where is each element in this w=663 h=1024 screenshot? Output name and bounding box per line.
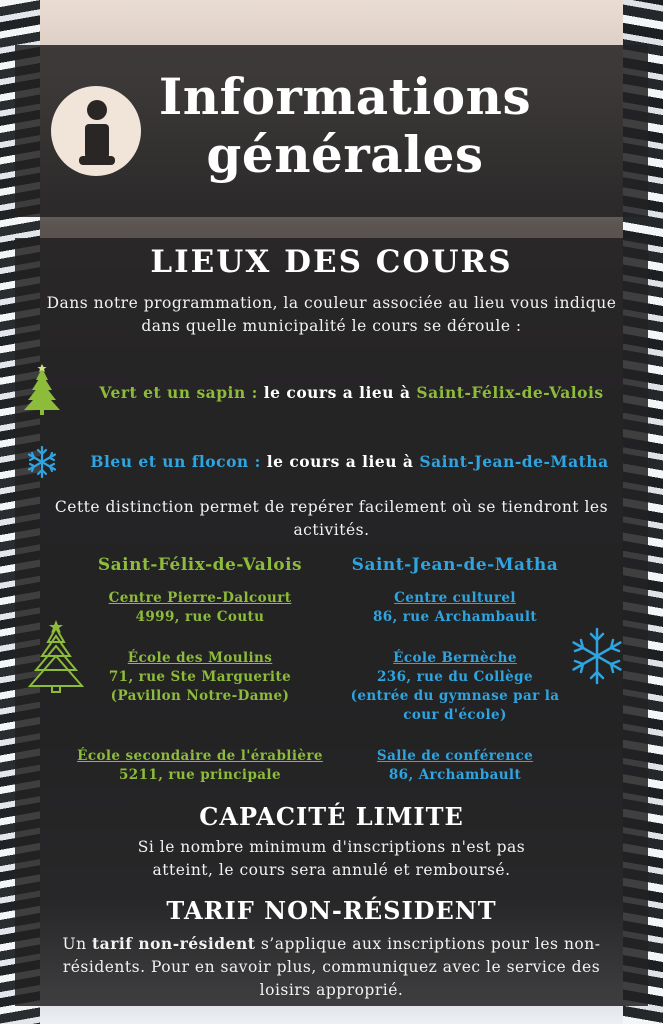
place-name[interactable]: École des Moulins — [127, 650, 273, 666]
place-address: 86, rue Archambault — [372, 609, 538, 625]
place-note: (Pavillon Notre-Dame) — [110, 688, 290, 704]
tarif-title: TARIF NON-RÉSIDENT — [166, 896, 497, 925]
place-address: 86, Archambault — [388, 767, 522, 783]
legend-green-place: Saint-Félix-de-Valois — [416, 383, 604, 402]
capacite-title: CAPACITÉ LIMITE — [199, 802, 464, 831]
legend-green — [15, 383, 648, 402]
place-centre-pierre-dalcourt — [70, 589, 330, 627]
title-line-2: générales — [206, 125, 484, 184]
lieux-intro: Dans notre programmation, la couleur associée au lieu vous indique dans quelle municipalité le cours se déroule : — [46, 294, 617, 335]
place-address: 4999, rue Coutu — [135, 609, 265, 625]
distinction-text: Cette distinction permet de repérer facilement où se tiendront les activités. — [54, 498, 609, 539]
place-ecole-des-moulins — [70, 649, 330, 706]
place-name[interactable]: Centre Pierre-Dalcourt — [108, 590, 292, 606]
place-name[interactable]: École secondaire de l'érablière — [77, 748, 323, 764]
title-line-1: Informations — [158, 67, 532, 126]
place-name[interactable]: Salle de conférence — [376, 748, 534, 764]
legend-blue-middle: le cours a lieu à — [260, 452, 420, 471]
place-centre-culturel — [335, 589, 575, 627]
place-name[interactable]: Centre culturel — [394, 590, 516, 606]
place-note: (entrée du gymnase par la — [350, 688, 560, 704]
column-title-matha: Saint-Jean-de-Matha — [351, 555, 559, 575]
tarif-text — [55, 932, 608, 1002]
place-address: 71, rue Ste Marguerite — [108, 669, 292, 685]
tarif-bold: tarif non-résident — [92, 934, 256, 953]
place-address: 236, rue du Collège — [377, 669, 533, 685]
capacite-text: Si le nombre minimum d'inscriptions n'est pas atteint, le cours sera annulé et remboursé. — [137, 838, 526, 879]
page-title — [155, 68, 535, 184]
lieux-title: LIEUX DES COURS — [150, 244, 513, 280]
snowflake-icon — [567, 626, 627, 686]
info-icon — [51, 86, 141, 176]
legend-blue-label: Bleu et un flocon : — [90, 452, 261, 471]
legend-blue — [15, 452, 648, 471]
place-ecole-berneche — [335, 649, 575, 725]
legend-green-label: Vert et un sapin : — [99, 383, 258, 402]
legend-blue-place: Saint-Jean-de-Matha — [419, 452, 609, 471]
place-ecole-secondaire — [70, 747, 330, 785]
place-address: 5211, rue principale — [119, 767, 281, 783]
place-salle-de-conference — [335, 747, 575, 785]
column-title-felix: Saint-Félix-de-Valois — [97, 555, 303, 575]
place-name[interactable]: École Bernèche — [393, 650, 517, 666]
legend-green-middle: le cours a lieu à — [257, 383, 417, 402]
place-note-2: cour d'école) — [403, 707, 507, 723]
tarif-prefix: Un — [62, 935, 92, 953]
tarif-rest: s’applique aux inscriptions pour les non-résidents. Pour en savoir plus, communiquez avec le service des loisirs approprié. — [62, 935, 601, 999]
